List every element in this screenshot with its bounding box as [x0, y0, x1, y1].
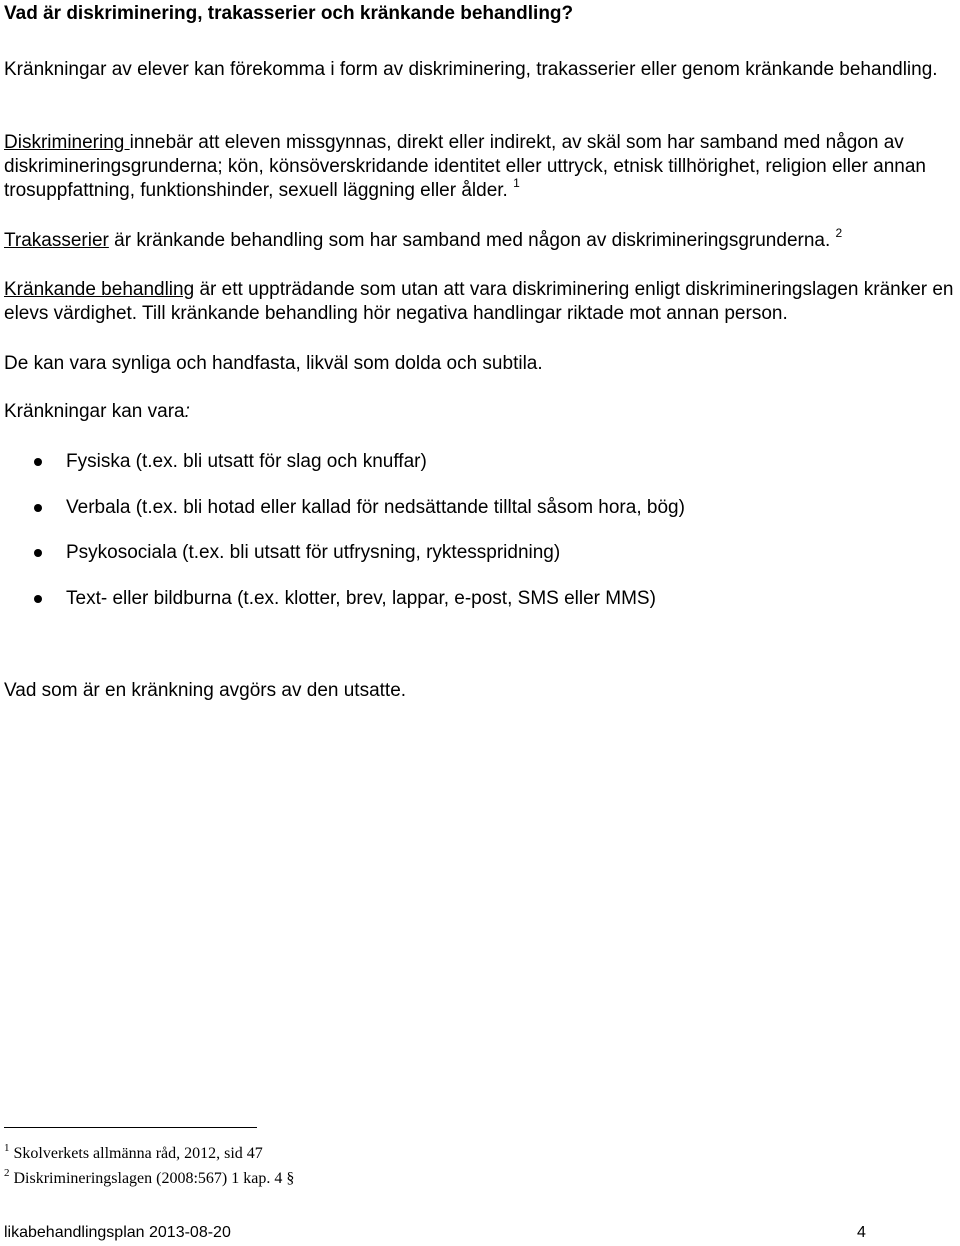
- page-title: Vad är diskriminering, trakasserier och kränkande behandling?: [4, 3, 574, 24]
- footnote-ref-1: 1: [513, 176, 520, 190]
- degrading-text: är ett uppträdande som utan att vara diskriminering enligt diskrimineringslagen kränker en elevs värdighet. Till kränkande behandling hör negativa handlingar riktade mot annan person.: [4, 279, 954, 324]
- footer-document-name: likabehandlingsplan 2013-08-20: [4, 1224, 231, 1241]
- bullet-icon: [34, 549, 42, 557]
- list-heading-colon: :: [184, 401, 190, 422]
- footnote-text: Diskrimineringslagen (2008:567) 1 kap. 4 §: [13, 1170, 295, 1187]
- bullet-icon: [34, 595, 42, 603]
- bullet-icon: [34, 504, 42, 512]
- list-item-text: Text- eller bildburna (t.ex. klotter, brev, lappar, e-post, SMS eller MMS): [66, 587, 656, 609]
- intro-paragraph: Kränkningar av elever kan förekomma i form av diskriminering, trakasserier eller genom kränkande behandling.: [4, 59, 938, 80]
- discrimination-term: Diskriminering: [4, 132, 130, 153]
- degrading-term: Kränkande behandling: [4, 279, 195, 300]
- footnote-divider: [4, 1127, 257, 1128]
- list-item-text: Verbala (t.ex. bli hotad eller kallad för nedsättande tilltal såsom hora, bög): [66, 496, 685, 518]
- harassment-text: är kränkande behandling som har samband med någon av diskrimineringsgrunderna.: [108, 230, 831, 251]
- list-heading: [4, 400, 954, 424]
- discrimination-text: innebär att eleven missgynnas, direkt eller indirekt, av skäl som har samband med någon av diskrimineringsgrunderna; kön, könsöverskridande identitet eller uttryck, etnisk tillhörighet, religion eller annan trosuppfattning, funktionshinder, sexuell läggning eller ålder.: [4, 132, 926, 201]
- footnote-number: 1: [4, 1142, 10, 1154]
- conclusion: Vad som är en kränkning avgörs av den utsatte.: [4, 680, 407, 701]
- footnote-ref-2: 2: [835, 226, 843, 240]
- list-heading-text: Kränkningar kan vara: [4, 401, 185, 422]
- harassment-term: Trakasserier: [4, 230, 109, 251]
- footer-page-number: 4: [857, 1224, 866, 1241]
- list-item-text: Psykosociala (t.ex. bli utsatt för utfrysning, ryktesspridning): [66, 542, 561, 563]
- footnote-text: Skolverkets allmänna råd, 2012, sid 47: [13, 1145, 263, 1162]
- list-item-text: Fysiska (t.ex. bli utsatt för slag och knuffar): [66, 451, 427, 472]
- footnote-number: 2: [4, 1167, 10, 1179]
- footnote-1: [4, 1138, 263, 1164]
- footnote-2: [4, 1163, 294, 1189]
- degrading-paragraph: [4, 278, 954, 326]
- degrading-extra: De kan vara synliga och handfasta, likväl som dolda och subtila.: [4, 353, 543, 374]
- bullet-icon: [34, 458, 42, 466]
- discrimination-paragraph: [4, 131, 954, 203]
- harassment-paragraph: [4, 226, 954, 253]
